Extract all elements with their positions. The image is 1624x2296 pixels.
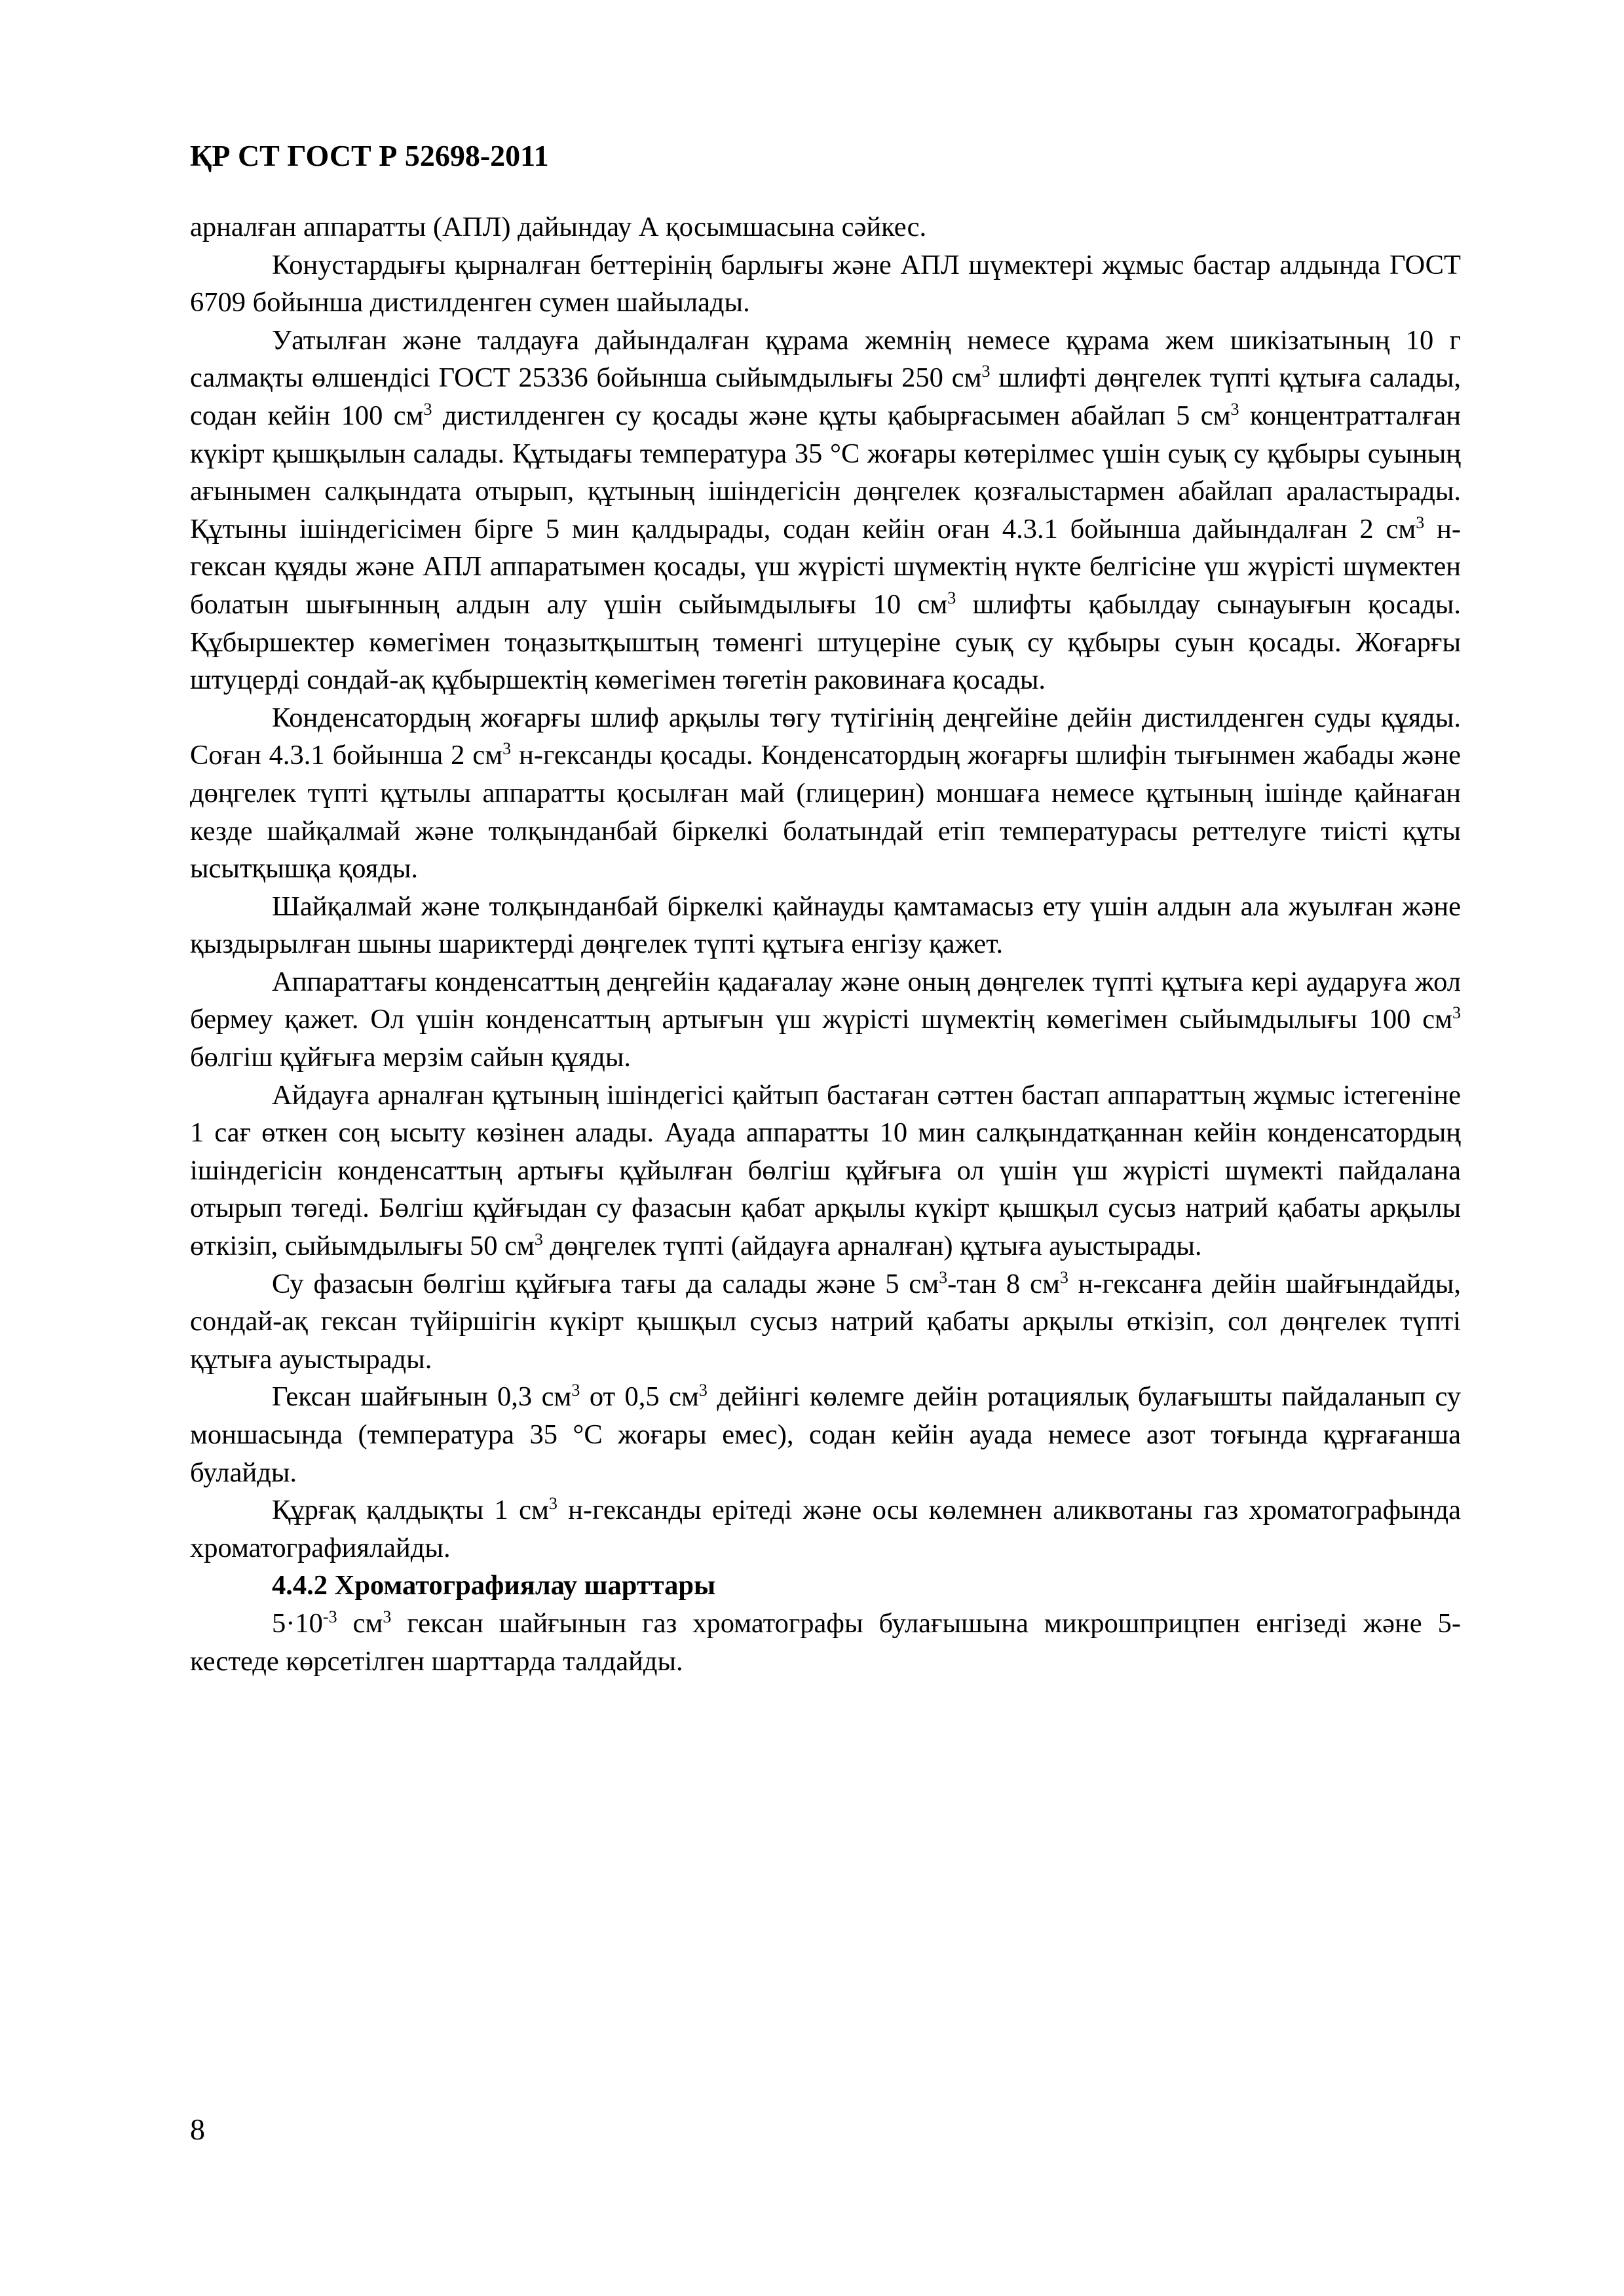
document-body (190, 208, 1461, 1680)
paragraph-8: Су фазасын бөлгіш құйғыға тағы да салады және 5 $см^3$-тан 8 $см^3$ н-гексанға дейін шайғындайды, сондай-ақ гексан түйіршігін күкірт қышқыл сусыз натрий қабаты арқылы өткізіп, сол дөңгелек түпті құтыға ауыстырады. (190, 1267, 1461, 1375)
section-heading: 4.4.2 Хроматографиялау шарттары (272, 1570, 716, 1601)
paragraph-6: Аппараттағы конденсаттың деңгейін қадағалау және оның дөңгелек түпті құтыға кері аударуға жол бермеу қажет. Ол үшін конденсаттың артығын үш жүрісті шүмектің көмегімен сыйымдылығы 100 $см^3$ бөлгіш құйғыға мерзім сайын құяды. (190, 966, 1461, 1073)
paragraph-5: Шайқалмай және толқынданбай біркелкі қайнауды қамтамасыз ету үшін алдын ала жуылған және қыздырылған шыны шариктерді дөңгелек түпті құтыға енгізу қажет. (190, 890, 1461, 960)
paragraph-3: Уатылған және талдауға дайындалған құрама жемнің немесе құрама жем шикізатының 10 г салмақты өлшендісі ГОСТ 25336 бойынша сыйымдылығы 250 $см^3$ шлифті дөңгелек түпті құтыға салады, содан кейін 100 $см^3$ дистилденген су қосады және құты қабырғасымен абайлап 5 $см^3$ концентратталған күкірт қышқылын салады. Құтыдағы температура 35 °С жоғары көтерілмес үшін суық су құбыры суының ағынымен салқындата отырып, құтының ішіндегісін дөңгелек қозғалыстармен абайлап араластырады. Құтыны ішіндегісімен бірге 5 мин қалдырады, содан кейін оған 4.3.1 бойынша дайындалған 2 $см^3$ н-гексан құяды және АПЛ аппаратымен қосады, үш жүрісті шүмектің нүкте белгісіне үш жүрісті шүмектен болатын шығынның алдын алу үшін сыйымдылығы 10 $см^3$ шлифты қабылдау сынауығын қосады. Құбыршектер көмегімен тоңазытқыштың төменгі штуцеріне суық су құбыры суын қосады. Жоғарғы штуцерді сондай-ақ құбыршектің көмегімен төгетін раковинаға қосады. (190, 324, 1462, 696)
paragraph-4: Конденсатордың жоғарғы шлиф арқылы төгу түтігінің деңгейіне дейін дистилденген суды құяды. Соған 4.3.1 бойынша 2 $см^3$ н-гександы қосады. Конденсатордың жоғарғы шлифін тығынмен жабады және дөңгелек түпті құтылы аппаратты қосылған май (глицерин) моншаға немесе құтының ішінде қайнаған кезде шайқалмай және толқынданбай біркелкі болатындай етіп температурасы реттелуге тиісті құты ысытқышқа қояды. (190, 702, 1461, 885)
paragraph-10: Құрғақ қалдықты 1 $см^3$ н-гександы ерітеді және осы көлемнен аликвотаны газ хроматографында хроматографиялайды. (190, 1494, 1461, 1563)
paragraph-9: Гексан шайғынын 0,3 $см^3$ от 0,5 $см^3$ дейінгі көлемге дейін ротациялық булағышты пайдаланып су моншасында (температура 35 °С жоғары емес), содан кейін ауада немесе азот тоғында құрғағанша булайды. (190, 1381, 1461, 1488)
page-number: 8 (190, 2113, 205, 2146)
paragraph-1: арналған аппаратты (АПЛ) дайындау А қосымшасына сәйкес. (190, 212, 927, 242)
paragraph-7: Айдауға арналған құтының ішіндегісі қайтып бастаған сәттен бастап аппараттың жұмыс істегеніне 1 сағ өткен соң ысыту көзінен алады. Ауада аппаратты 10 мин салқындатқаннан кейін конденсатордың ішіндегісін конденсаттың артығы құйылған бөлгіш құйғыға ол үшін үш жүрісті шүмекті пайдалана отырып төгеді. Бөлгіш құйғыдан су фазасын қабат арқылы күкірт қышқыл сусыз натрий қабаты арқылы өткізіп, сыйымдылығы 50 $см^3$ дөңгелек түпті (айдауға арналған) құтыға ауыстырады. (190, 1079, 1461, 1262)
paragraph-2: Конустардығы қырналған беттерінің барлығы және АПЛ шүмектері жұмыс бастар алдында ГОСТ 6709 бойынша дистилденген сумен шайылады. (190, 249, 1461, 318)
standard-header: ҚР СТ ГОСТ Р 52698-2011 (190, 139, 549, 172)
paragraph-11: $5\cdot 10^{-3}$ $см^3$ гексан шайғынын газ хроматографы булағышына микрошприцпен енгізеді және 5-кестеде көрсетілген шарттарда талдайды. (190, 1607, 1462, 1677)
